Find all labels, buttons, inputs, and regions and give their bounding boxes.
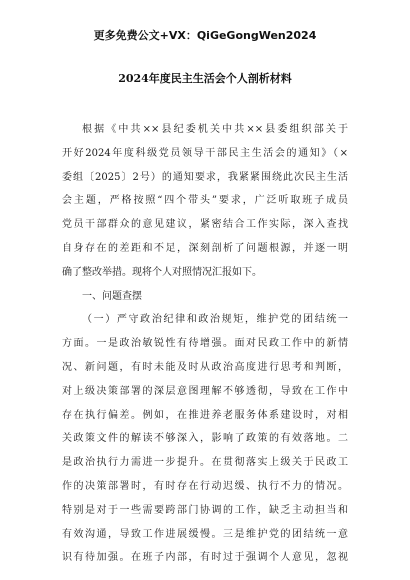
document-title: 2024年度民主生活会个人剖析材料 [118,72,292,85]
body-line: 根据《中共××县纪委机关中共××县委组织部关于 [82,124,348,135]
body-line: 关政策文件的解读不够深入，影响了政策的有效落地。二 [62,433,348,445]
body-line: 委组〔2025〕2号）的通知要求，我紧紧围绕此次民主生活 [62,171,348,183]
body-line: 自身存在的差距和不足，深刻剖析了问题根源，并逐一明 [62,242,348,254]
section-heading: 一、问题查摆 [82,290,142,302]
body-line: 对上级决策部署的深层意图理解不够透彻，导致在工作中 [62,385,348,397]
body-line: 作的决策部署时，有时存在行动迟缓、执行不力的情况。 [62,480,348,492]
promo-banner: 更多免费公文+VX：QiGeGongWen2024 [93,29,317,42]
body-line: 是政治执行力需进一步提升。在贯彻落实上级关于民政工 [62,457,348,469]
body-line: 开好2024年度科级党员领导干部民主生活会的通知》（× [62,147,348,159]
body-line: 方面。一是政治敏锐性有待增强。面对民政工作中的新情 [62,338,348,350]
body-line: 存在执行偏差。例如，在推进养老服务体系建设时，对相 [62,409,348,421]
body-line: （一）严守政治纪律和政治规矩，维护党的团结统一 [82,314,348,326]
document-body [62,118,348,570]
body-line: 党员干部群众的意见建议，紧密结合工作实际，深入查找 [62,219,348,231]
body-line: 特别是对于一些需要跨部门协调的工作，缺乏主动担当和 [62,504,348,516]
body-line: 况、新问题，有时未能及时从政治高度进行思考和判断， [62,361,348,373]
body-line: 识有待加强。在班子内部，有时过于强调个人意见，忽视 [62,552,348,564]
body-line: 确了整改举措。现将个人对照情况汇报如下。 [62,266,262,278]
body-line: 会主题，严格按照“四个带头”要求，广泛听取班子成员 [62,195,348,207]
body-line: 有效沟通，导致工作进展缓慢。三是维护党的团结统一意 [62,528,348,540]
